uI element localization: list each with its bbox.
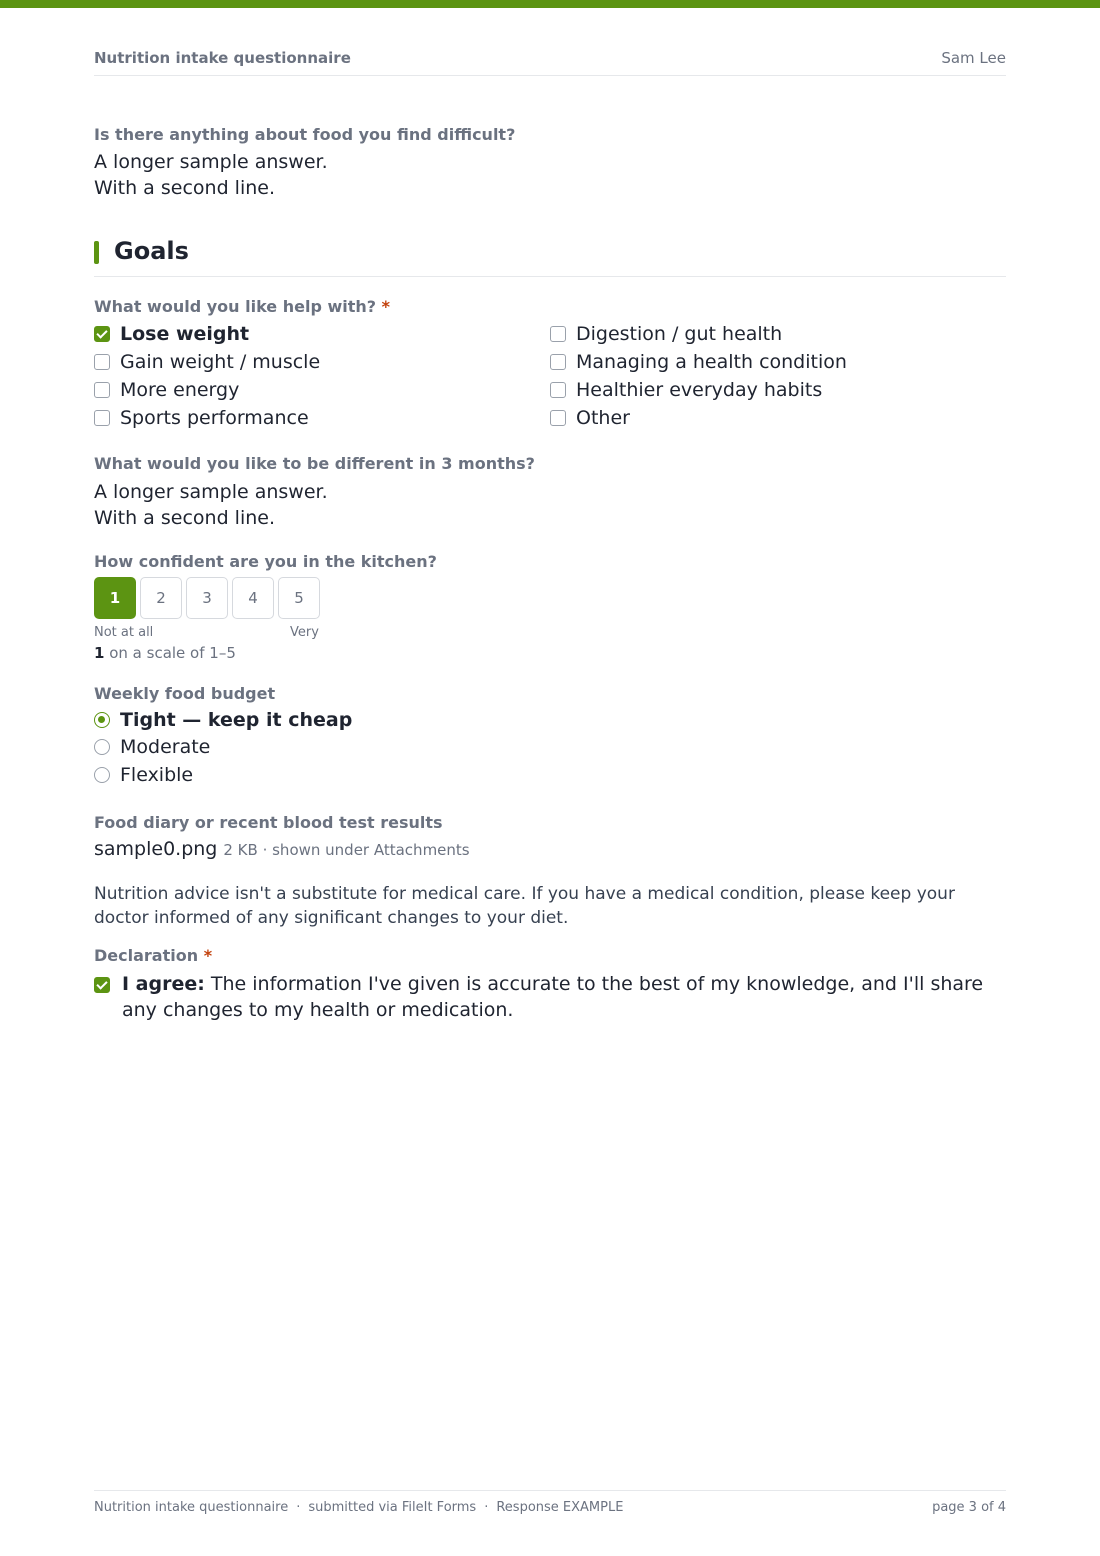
scale-option-3[interactable]: 3 — [186, 577, 228, 619]
option-label: Flexible — [120, 764, 194, 786]
section-accent-bar — [94, 241, 99, 264]
checkbox-option-other[interactable] — [550, 406, 630, 430]
top-accent-bar — [0, 0, 1100, 8]
page-number: page 3 of 4 — [932, 1500, 1006, 1515]
option-label: More energy — [120, 379, 240, 401]
checkbox-option-gain-weight[interactable] — [94, 350, 320, 374]
footer-response: Response EXAMPLE — [496, 1500, 624, 1515]
declaration-lead: I agree: — [122, 973, 205, 995]
checkbox-icon[interactable] — [94, 382, 110, 398]
question-label-file: Food diary or recent blood test results — [94, 813, 443, 832]
checkbox-option-sports[interactable] — [94, 406, 309, 430]
option-label: Other — [576, 407, 630, 429]
footer-form-name: Nutrition intake questionnaire — [94, 1500, 289, 1515]
footer-info — [94, 1500, 623, 1515]
checkbox-icon[interactable] — [94, 410, 110, 426]
answer-line: A longer sample answer. — [94, 481, 328, 503]
radio-icon[interactable] — [94, 767, 110, 783]
declaration-body: The information I've given is accurate to the best of my knowledge, and I'll share any changes to my health or medication. — [122, 973, 984, 1021]
radio-icon[interactable] — [94, 739, 110, 755]
option-label: Lose weight — [120, 323, 250, 345]
checkbox-icon[interactable] — [550, 326, 566, 342]
question-label-confidence: How confident are you in the kitchen? — [94, 552, 437, 571]
checkbox-checked-icon[interactable] — [94, 326, 110, 342]
scale-option-4[interactable]: 4 — [232, 577, 274, 619]
required-mark: * — [203, 946, 213, 965]
scale-low-label: Not at all — [94, 625, 154, 640]
option-label: Sports performance — [120, 407, 309, 429]
scale-option-2[interactable]: 2 — [140, 577, 182, 619]
scale-option-5[interactable]: 5 — [278, 577, 320, 619]
question-label-budget: Weekly food budget — [94, 684, 276, 703]
form-title: Nutrition intake questionnaire — [94, 49, 351, 67]
checkbox-checked-icon[interactable] — [94, 977, 110, 993]
radio-option-moderate[interactable] — [94, 735, 210, 759]
radio-selected-icon[interactable] — [94, 712, 110, 728]
footer-submitted: submitted via FileIt Forms — [308, 1500, 477, 1515]
attachment-file-name[interactable]: sample0.png — [94, 838, 218, 860]
option-label: Gain weight / muscle — [120, 351, 321, 373]
answer-difficult — [94, 149, 328, 201]
scale-summary — [94, 644, 236, 662]
scale-summary-value: 1 — [94, 644, 105, 662]
scale-summary-text: on a scale of 1–5 — [109, 644, 236, 662]
option-label: Managing a health condition — [576, 351, 847, 373]
option-label: Moderate — [120, 736, 211, 758]
declaration-agreement[interactable] — [94, 971, 1006, 1023]
question-label-declaration — [94, 946, 212, 965]
answer-line: With a second line. — [94, 507, 275, 529]
question-text: What would you like help with? — [94, 297, 377, 316]
footer-separator: · — [296, 1500, 301, 1515]
question-label-difficult: Is there anything about food you find difficult? — [94, 125, 516, 144]
checkbox-icon[interactable] — [94, 354, 110, 370]
required-mark: * — [381, 297, 390, 316]
checkbox-option-habits[interactable] — [550, 378, 822, 402]
option-label: Tight — keep it cheap — [120, 709, 353, 731]
attachment-row — [94, 838, 470, 860]
section-header-goals — [94, 236, 1006, 277]
page-footer — [94, 1490, 1006, 1522]
medical-disclaimer: Nutrition advice isn't a substitute for medical care. If you have a medical condition, please keep your doctor informed of any significant changes to your diet. — [94, 884, 955, 928]
question-label-help — [94, 297, 390, 316]
answer-line: With a second line. — [94, 177, 275, 199]
scale-high-label: Very — [290, 625, 319, 640]
checkbox-option-lose-weight[interactable] — [94, 322, 249, 346]
respondent-name: Sam Lee — [941, 49, 1006, 67]
answer-line: A longer sample answer. — [94, 151, 328, 173]
checkbox-icon[interactable] — [550, 410, 566, 426]
radio-option-tight[interactable] — [94, 708, 352, 732]
attachment-meta: 2 KB · shown under Attachments — [223, 841, 470, 859]
scale-option-1[interactable]: 1 — [94, 577, 136, 619]
option-label: Digestion / gut health — [576, 323, 783, 345]
checkbox-option-digestion[interactable] — [550, 322, 782, 346]
checkbox-icon[interactable] — [550, 382, 566, 398]
answer-different — [94, 479, 328, 531]
question-label-different: What would you like to be different in 3 months? — [94, 454, 535, 473]
checkbox-option-health-condition[interactable] — [550, 350, 847, 374]
radio-option-flexible[interactable] — [94, 763, 193, 787]
checkbox-option-more-energy[interactable] — [94, 378, 239, 402]
declaration-text — [122, 971, 1006, 1023]
page-header — [94, 48, 1006, 76]
footer-separator: · — [484, 1500, 489, 1515]
option-label: Healthier everyday habits — [576, 379, 823, 401]
section-title: Goals — [114, 237, 189, 265]
question-text: Declaration — [94, 946, 199, 965]
checkbox-icon[interactable] — [550, 354, 566, 370]
